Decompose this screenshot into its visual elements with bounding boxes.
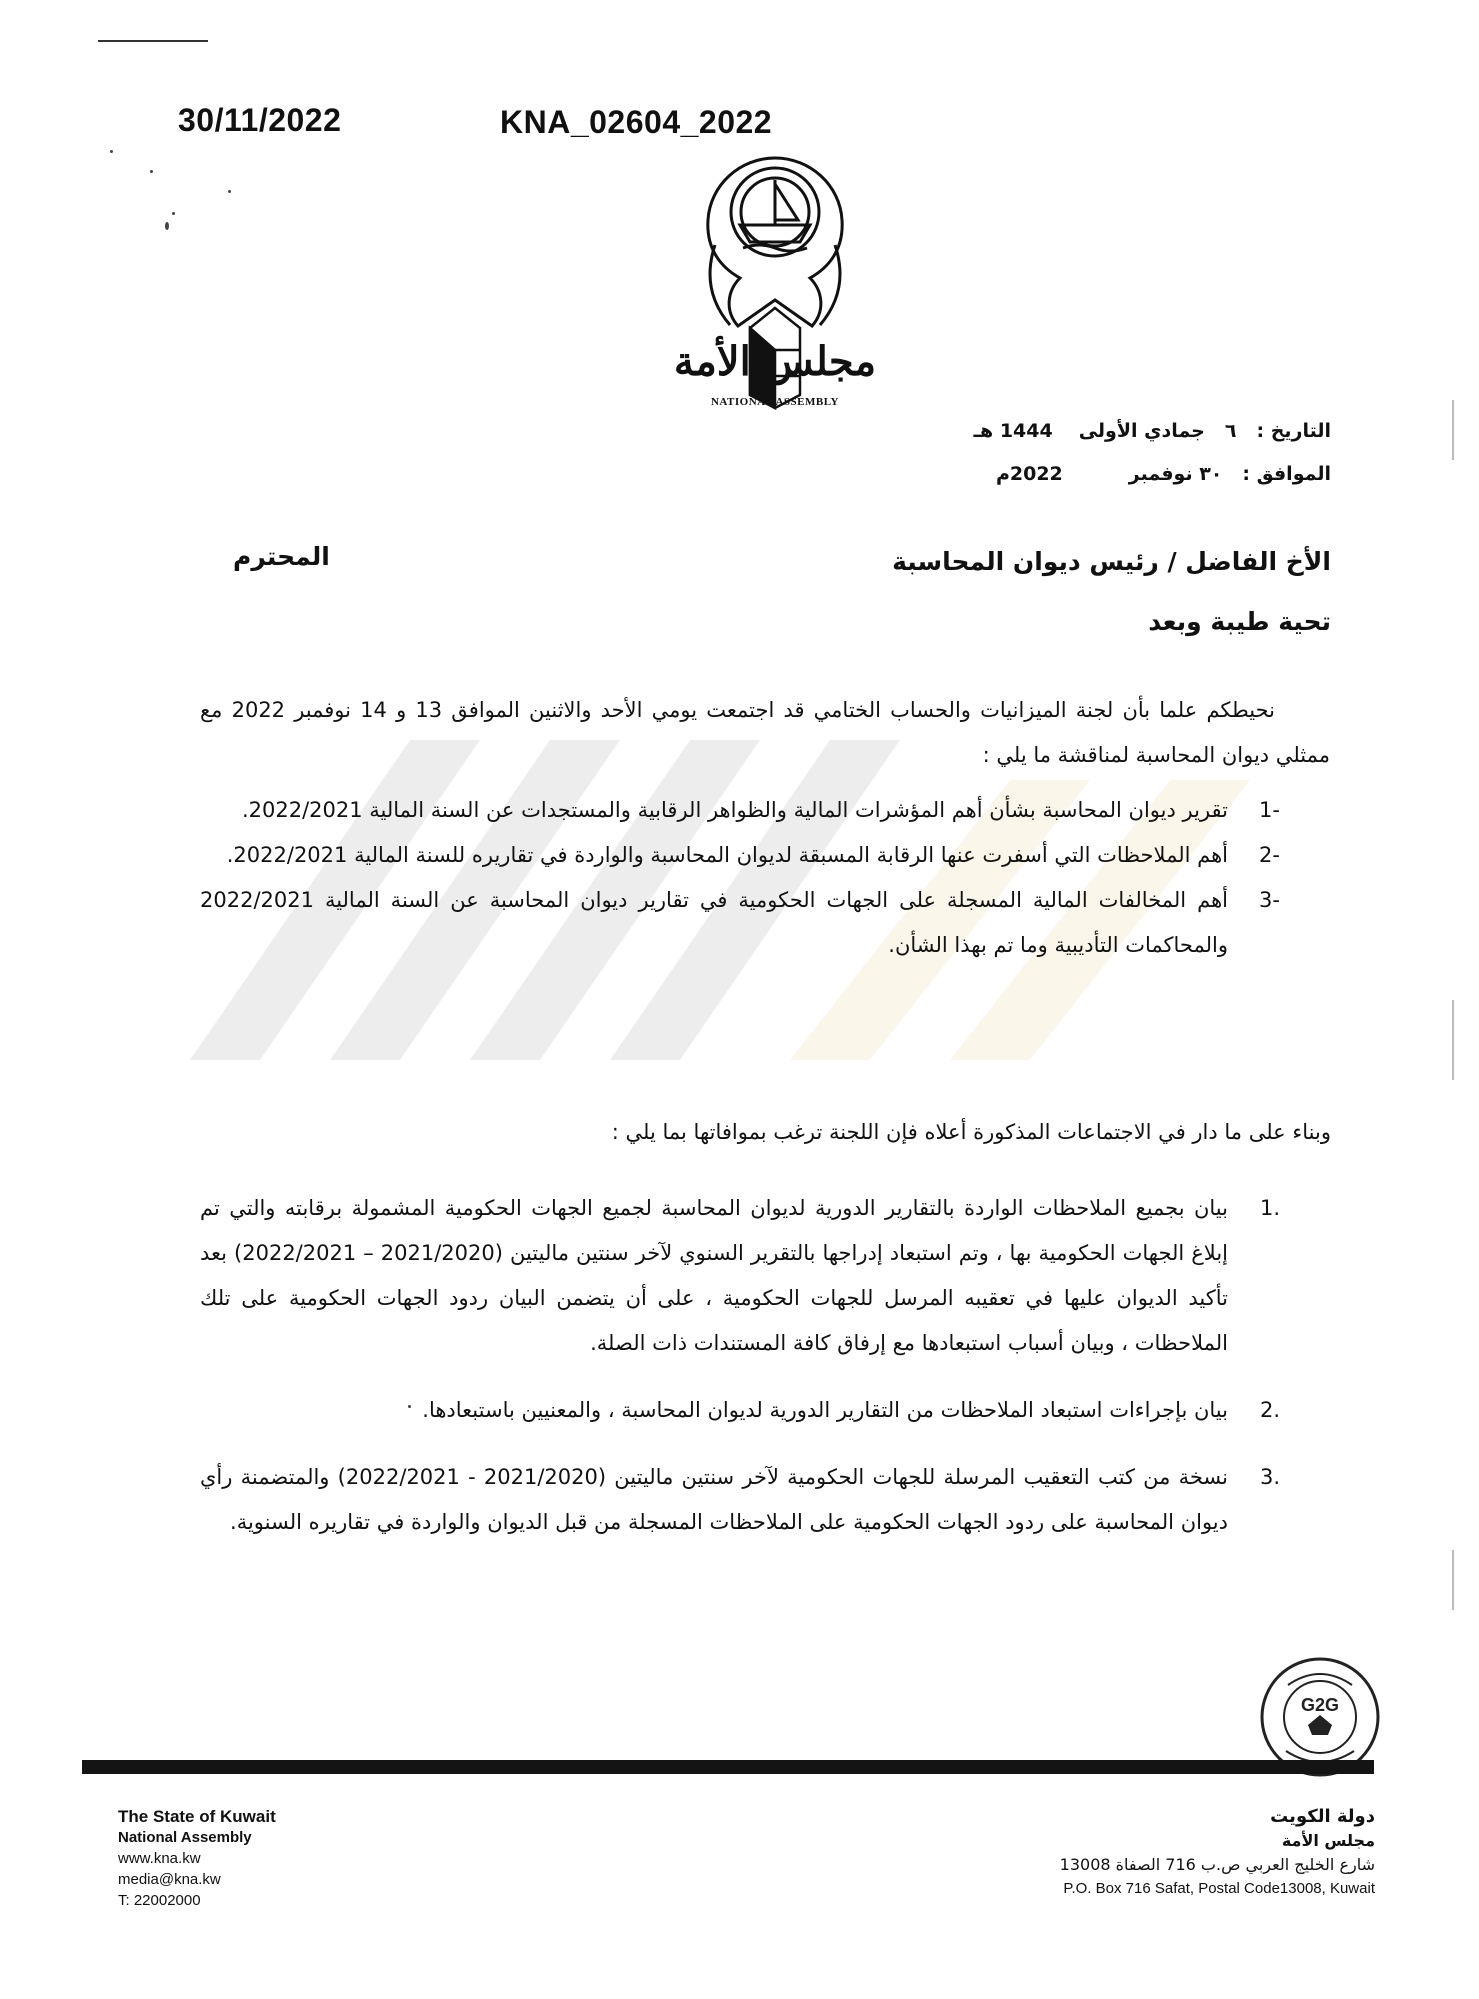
hijri-date-line (731, 420, 1331, 442)
list-item (200, 878, 1280, 968)
footer-state-en: The State of Kuwait (118, 1807, 276, 1826)
gregorian-day-month: ٣٠ نوفمبر (1128, 463, 1223, 485)
list-item (200, 1186, 1280, 1366)
list-item-number: .3 (1259, 1465, 1280, 1489)
list-item (200, 1455, 1280, 1545)
footer-arabic (815, 1805, 1375, 1901)
margin-mark (1452, 400, 1454, 460)
margin-mark (1452, 1550, 1454, 1610)
honorific: المحترم (233, 542, 330, 571)
greeting: تحية طيبة وبعد (1148, 607, 1331, 636)
topics-list (200, 788, 1280, 968)
footer-assembly-ar: مجلس الأمة (1281, 1831, 1375, 1850)
list-item (200, 1388, 1280, 1433)
footer-address-ar: شارع الخليج العربي ص.ب 716 الصفاة 13008 (1059, 1855, 1375, 1874)
list-item (200, 833, 1280, 878)
list-item (200, 788, 1280, 833)
list-item-text: نسخة من كتب التعقيب المرسلة للجهات الحكومية لآخر سنتين ماليتين (2021/2020 - 2022/2021) والمتضمنة رأي ديوان المحاسبة على ردود الجهات الحكومية على الملاحظات المسجلة من قبل الديوان والواردة في تقاريره السنوية. (200, 1465, 1228, 1534)
transition-paragraph: وبناء على ما دار في الاجتماعات المذكورة أعلاه فإن اللجنة ترغب بموافاتها بما يلي : (611, 1120, 1331, 1144)
hijri-date-label: التاريخ : (1256, 420, 1331, 442)
requests-list (200, 1186, 1280, 1545)
scan-line-top (98, 40, 208, 42)
footer-english (118, 1806, 276, 1911)
footer-email[interactable]: media@kna.kw (118, 1871, 221, 1888)
list-item-text: بيان بجميع الملاحظات الواردة بالتقارير الدورية لديوان المحاسبة لجميع الجهات الحكومية المشمولة برقابته والتي تم إبلاغ الجهات الحكومية بها ، وتم استبعاد إدراجها بالتقرير السنوي لآخر سنتين ماليتين (2021/2020 – 2022/2021) بعد تأكيد الديوان عليها في تعقيبه المرسل للجهات الحكومية ، على أن يتضمن البيان ردود الجهات الحكومية على تلك الملاحظات ، وبيان أسباب استبعادها مع إرفاق كافة المستندات ذات الصلة. (200, 1196, 1229, 1355)
gregorian-date-line (731, 463, 1331, 485)
list-item-number: .1 (1259, 1196, 1280, 1220)
assembly-name-english: NATIONAL ASSEMBLY (710, 396, 839, 408)
gregorian-date-label: الموافق : (1242, 463, 1331, 485)
document-reference: KNA_02604_2022 (500, 104, 773, 140)
list-item-text: أهم المخالفات المالية المسجلة على الجهات الحكومية في تقارير ديوان المحاسبة عن السنة المالية 2022/2021 والمحاكمات التأديبية وما تم بهذا الشأن. (200, 888, 1228, 957)
margin-mark (1452, 1000, 1454, 1080)
list-item-text: بيان بإجراءات استبعاد الملاحظات من التقارير الدورية لديوان المحاسبة ، والمعنيين باستبعادها. (422, 1398, 1228, 1422)
list-item-number: -1 (1259, 798, 1280, 822)
list-item-text: أهم الملاحظات التي أسفرت عنها الرقابة المسبقة لديوان المحاسبة والواردة في تقاريره للسنة المالية 2022/2021. (226, 843, 1228, 867)
list-item-text: تقرير ديوان المحاسبة بشأن أهم المؤشرات المالية والظواهر الرقابية والمستجدات عن السنة المالية 2022/2021. (241, 798, 1228, 822)
list-item-number: .2 (1259, 1398, 1280, 1422)
intro-paragraph: نحيطكم علما بأن لجنة الميزانيات والحساب الختامي قد اجتمعت يومي الأحد والاثنين الموافق 13 و 14 نوفمبر 2022 مع ممثلي ديوان المحاسبة لمناقشة ما يلي : (200, 698, 1330, 767)
gregorian-year: 2022م (995, 463, 1063, 485)
assembly-name-arabic: مجلس الأمة (673, 338, 877, 385)
addressee: الأخ الفاضل / رئيس ديوان المحاسبة (892, 547, 1331, 576)
hijri-day: ٦ (1224, 420, 1237, 442)
list-item-number: -2 (1259, 843, 1280, 867)
hijri-year: 1444 هـ (973, 420, 1053, 442)
footer-divider (82, 1760, 1374, 1774)
footer-address-en: P.O. Box 716 Safat, Postal Code13008, Kuwait (1063, 1880, 1375, 1897)
hijri-month: جمادي الأولى (1078, 420, 1205, 442)
date-reference: 30/11/2022 (178, 102, 342, 138)
footer-state-ar: دولة الكويت (1270, 1806, 1375, 1827)
footer-website[interactable]: www.kna.kw (118, 1850, 201, 1867)
list-item-number: -3 (1259, 888, 1280, 912)
footer-phone: T: 22002000 (118, 1892, 201, 1909)
footer-assembly-en: National Assembly (118, 1829, 252, 1846)
stamp-code: G2G (1300, 1695, 1340, 1715)
